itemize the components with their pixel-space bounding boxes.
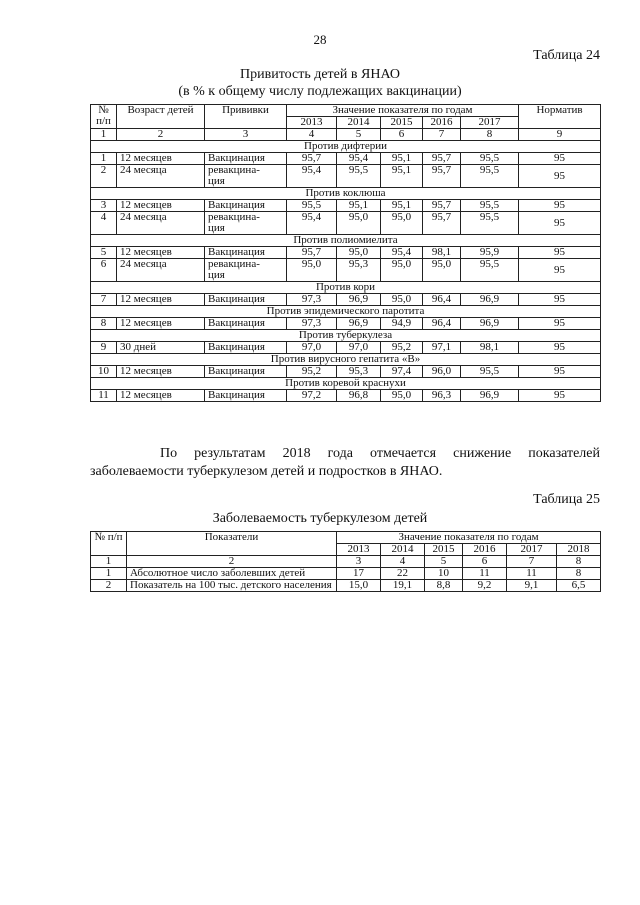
row-value: 95,5: [337, 165, 381, 188]
row-number: 2: [91, 580, 127, 592]
row-norm: 95: [519, 294, 601, 306]
row-value: 15,0: [337, 580, 381, 592]
row-vaccination: Вакцинация: [205, 153, 287, 165]
table-row: [91, 580, 601, 592]
row-indicator: Абсолютное число заболевших детей: [127, 568, 337, 580]
row-value: 95,5: [461, 212, 519, 235]
header-year: 2014: [381, 544, 425, 556]
table-25-title: Заболеваемость туберкулезом детей: [212, 511, 428, 526]
row-value: 95,4: [287, 165, 337, 188]
row-value: 95,0: [337, 212, 381, 235]
row-value: 95,9: [461, 247, 519, 259]
row-value: 97,4: [381, 366, 423, 378]
row-age: 12 месяцев: [117, 318, 205, 330]
row-value: 10: [425, 568, 463, 580]
row-vaccination: ревакцина- ция: [205, 165, 287, 188]
row-value: 95,0: [423, 259, 461, 282]
row-vaccination: Вакцинация: [205, 247, 287, 259]
table-row: [91, 212, 601, 235]
row-vaccination: Вакцинация: [205, 294, 287, 306]
page-number: 28: [313, 32, 327, 47]
table-row: [91, 200, 601, 212]
row-value: 98,1: [423, 247, 461, 259]
row-vaccination: ревакцина- ция: [205, 259, 287, 282]
column-number-row: [91, 129, 601, 141]
table-row: [91, 342, 601, 354]
row-value: 96,9: [337, 318, 381, 330]
summary-paragraph: [90, 445, 600, 481]
row-value: 17: [337, 568, 381, 580]
row-number: 11: [91, 390, 117, 402]
section-title: Против дифтерии: [91, 141, 601, 153]
header-year: 2017: [461, 117, 519, 129]
summary-line-1: По результатам 2018 года отмечается снижение показателей: [160, 446, 600, 461]
row-value: 97,2: [287, 390, 337, 402]
column-number: 6: [381, 129, 423, 141]
row-value: 8,8: [425, 580, 463, 592]
column-number: 1: [91, 129, 117, 141]
section-row: [91, 330, 601, 342]
row-value: 96,4: [423, 318, 461, 330]
section-row: [91, 141, 601, 153]
table-24-label: Таблица 24: [533, 48, 600, 63]
row-value: 9,1: [507, 580, 557, 592]
header-num: № п/п: [91, 532, 127, 556]
row-number: 5: [91, 247, 117, 259]
row-age: 24 месяца: [117, 165, 205, 188]
row-value: 95,1: [381, 200, 423, 212]
table-row: [91, 247, 601, 259]
section-row: [91, 188, 601, 200]
table-row: [91, 390, 601, 402]
row-norm: 95: [519, 153, 601, 165]
column-number: 5: [337, 129, 381, 141]
row-value: 95,1: [381, 153, 423, 165]
header-row: [91, 532, 601, 544]
table-row: [91, 259, 601, 282]
row-age: 12 месяцев: [117, 247, 205, 259]
row-number: 8: [91, 318, 117, 330]
header-year: 2016: [463, 544, 507, 556]
row-value: 95,0: [381, 259, 423, 282]
row-age: 12 месяцев: [117, 366, 205, 378]
row-value: 95,2: [381, 342, 423, 354]
row-value: 95,5: [287, 200, 337, 212]
row-value: 95,0: [337, 247, 381, 259]
section-title: Против эпидемического паротита: [91, 306, 601, 318]
column-number: 7: [507, 556, 557, 568]
column-number-row: [91, 556, 601, 568]
table-24-title: [0, 66, 640, 100]
row-value: 95,7: [287, 247, 337, 259]
row-value: 98,1: [461, 342, 519, 354]
row-value: 95,2: [287, 366, 337, 378]
header-num: № п/п: [91, 105, 117, 129]
header-year: 2017: [507, 544, 557, 556]
row-vaccination: Вакцинация: [205, 342, 287, 354]
row-value: 95,1: [337, 200, 381, 212]
row-value: 95,7: [423, 153, 461, 165]
column-number: 6: [463, 556, 507, 568]
row-value: 95,0: [287, 259, 337, 282]
row-vaccination: Вакцинация: [205, 318, 287, 330]
row-number: 9: [91, 342, 117, 354]
row-value: 9,2: [463, 580, 507, 592]
table-row: [91, 318, 601, 330]
row-value: 95,5: [461, 366, 519, 378]
row-age: 12 месяцев: [117, 153, 205, 165]
column-number: 5: [425, 556, 463, 568]
section-title: Против туберкулеза: [91, 330, 601, 342]
row-value: 95,4: [337, 153, 381, 165]
row-value: 11: [463, 568, 507, 580]
section-title: Против коревой краснухи: [91, 378, 601, 390]
column-number: 1: [91, 556, 127, 568]
row-norm: 95: [519, 200, 601, 212]
section-row: [91, 282, 601, 294]
row-age: 24 месяца: [117, 212, 205, 235]
header-year: 2014: [337, 117, 381, 129]
header-year: 2013: [287, 117, 337, 129]
row-vaccination: Вакцинация: [205, 200, 287, 212]
row-norm: 95: [519, 390, 601, 402]
section-row: [91, 306, 601, 318]
row-value: 96,9: [461, 294, 519, 306]
column-number: 3: [205, 129, 287, 141]
row-value: 95,3: [337, 366, 381, 378]
summary-line-2: заболеваемости туберкулезом детей и подростков в ЯНАО.: [90, 464, 443, 479]
row-value: 97,3: [287, 318, 337, 330]
column-number: 3: [337, 556, 381, 568]
row-age: 30 дней: [117, 342, 205, 354]
row-age: 12 месяцев: [117, 390, 205, 402]
column-number: 9: [519, 129, 601, 141]
row-value: 8: [557, 568, 601, 580]
table-24-title-line2: (в % к общему числу подлежащих вакцинации): [178, 84, 462, 99]
row-vaccination: ревакцина- ция: [205, 212, 287, 235]
row-value: 97,0: [337, 342, 381, 354]
row-value: 95,0: [381, 294, 423, 306]
row-value: 6,5: [557, 580, 601, 592]
section-row: [91, 235, 601, 247]
row-value: 94,9: [381, 318, 423, 330]
row-number: 1: [91, 568, 127, 580]
column-number: 4: [287, 129, 337, 141]
row-norm: 95: [519, 318, 601, 330]
row-indicator: Показатель на 100 тыс. детского населения: [127, 580, 337, 592]
row-number: 2: [91, 165, 117, 188]
row-value: 95,5: [461, 259, 519, 282]
header-norm: Норматив: [519, 105, 601, 129]
row-value: 11: [507, 568, 557, 580]
row-value: 95,4: [381, 247, 423, 259]
row-value: 95,5: [461, 200, 519, 212]
table-row: [91, 294, 601, 306]
row-value: 95,7: [423, 165, 461, 188]
row-value: 95,5: [461, 153, 519, 165]
row-age: 12 месяцев: [117, 294, 205, 306]
row-number: 7: [91, 294, 117, 306]
row-value: 95,4: [287, 212, 337, 235]
column-number: 8: [557, 556, 601, 568]
row-norm: 95: [519, 247, 601, 259]
section-title: Против вирусного гепатита «В»: [91, 354, 601, 366]
header-years-group: Значение показателя по годам: [287, 105, 519, 117]
header-year: 2016: [423, 117, 461, 129]
row-number: 6: [91, 259, 117, 282]
row-value: 96,9: [461, 390, 519, 402]
row-age: 24 месяца: [117, 259, 205, 282]
row-value: 95,7: [423, 212, 461, 235]
row-value: 95,3: [337, 259, 381, 282]
row-value: 96,0: [423, 366, 461, 378]
row-value: 95,7: [287, 153, 337, 165]
row-value: 97,3: [287, 294, 337, 306]
row-value: 96,9: [461, 318, 519, 330]
row-norm: 95: [519, 366, 601, 378]
row-value: 95,0: [381, 390, 423, 402]
section-row: [91, 378, 601, 390]
row-value: 95,5: [461, 165, 519, 188]
column-number: 7: [423, 129, 461, 141]
table-24-title-line1: Привитость детей в ЯНАО: [240, 67, 400, 82]
header-indicator: Показатели: [127, 532, 337, 556]
row-value: 96,4: [423, 294, 461, 306]
row-value: 96,9: [337, 294, 381, 306]
header-year: 2015: [425, 544, 463, 556]
row-number: 3: [91, 200, 117, 212]
section-title: Против коклюша: [91, 188, 601, 200]
vaccination-table: [90, 104, 601, 402]
section-row: [91, 354, 601, 366]
row-norm: 95: [519, 259, 601, 282]
header-age: Возраст детей: [117, 105, 205, 129]
row-norm: 95: [519, 165, 601, 188]
row-number: 4: [91, 212, 117, 235]
row-norm: 95: [519, 342, 601, 354]
tuberculosis-table: [90, 531, 601, 592]
column-number: 8: [461, 129, 519, 141]
column-number: 2: [127, 556, 337, 568]
row-vaccination: Вакцинация: [205, 390, 287, 402]
section-title: Против полиомиелита: [91, 235, 601, 247]
row-value: 22: [381, 568, 425, 580]
header-years-group: Значение показателя по годам: [337, 532, 601, 544]
table-25-label: Таблица 25: [533, 492, 600, 507]
column-number: 2: [117, 129, 205, 141]
table-row: [91, 153, 601, 165]
row-value: 19,1: [381, 580, 425, 592]
table-row: [91, 165, 601, 188]
row-value: 97,1: [423, 342, 461, 354]
header-row: [91, 105, 601, 117]
row-age: 12 месяцев: [117, 200, 205, 212]
row-number: 10: [91, 366, 117, 378]
column-number: 4: [381, 556, 425, 568]
table-row: [91, 366, 601, 378]
row-value: 95,1: [381, 165, 423, 188]
table-row: [91, 568, 601, 580]
header-year: 2018: [557, 544, 601, 556]
header-year: 2013: [337, 544, 381, 556]
row-norm: 95: [519, 212, 601, 235]
header-year: 2015: [381, 117, 423, 129]
row-number: 1: [91, 153, 117, 165]
row-value: 95,0: [381, 212, 423, 235]
row-vaccination: Вакцинация: [205, 366, 287, 378]
header-vaccination: Прививки: [205, 105, 287, 129]
row-value: 95,7: [423, 200, 461, 212]
row-value: 96,8: [337, 390, 381, 402]
row-value: 96,3: [423, 390, 461, 402]
section-title: Против кори: [91, 282, 601, 294]
row-value: 97,0: [287, 342, 337, 354]
